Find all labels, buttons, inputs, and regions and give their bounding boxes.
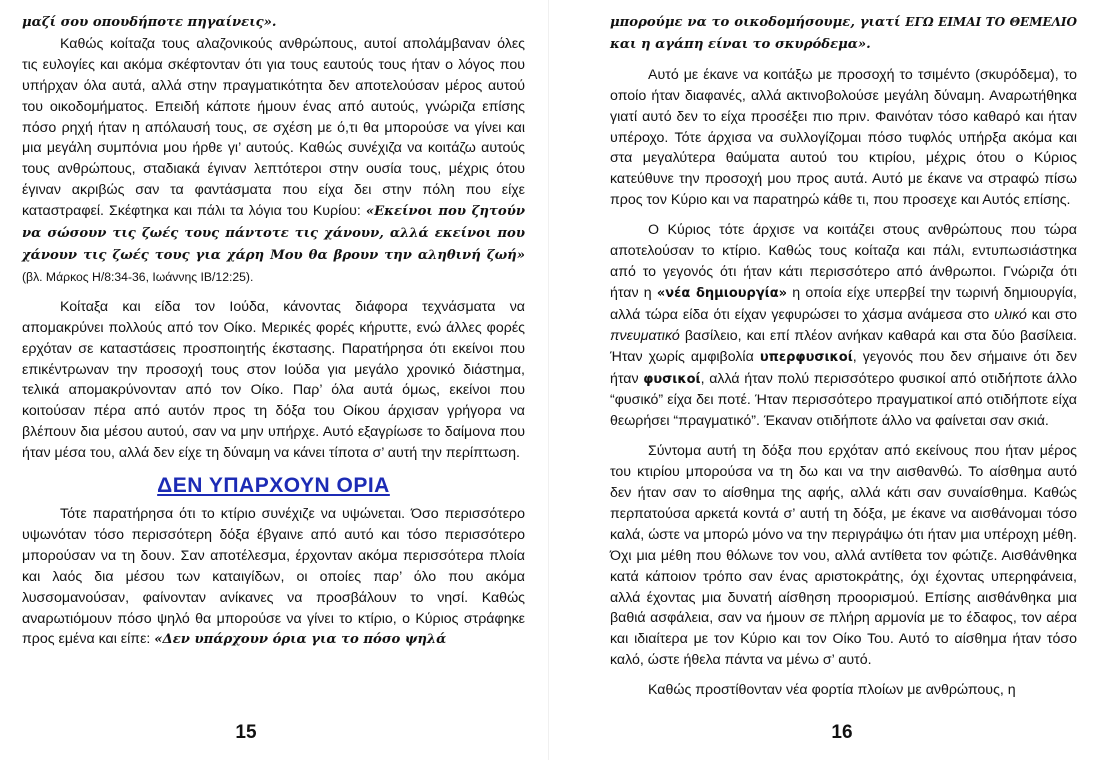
left-paragraph-1-text: Καθώς κοίταζα τους αλαζονικούς ανθρώπους, αυτοί απολάμβαναν όλες τις ευλογίες και ακόμα σκέφτονταν ότι για τους εαυτούς τους ήταν ο λόγος που υπήρχαν όλα αυτά, αλλά στην πραγματικότητα δεν αποτελούσαν μέρος αυτού του οικοδομήματος. Επειδή κάποτε ήμουν ένας από αυτούς, γνώριζα επίσης πόσο ρηχή ήταν η απόλαυσή τους, σε σχέση με ό,τι θα μπορούσε να γίνει και μια μεγάλη συμπόνια μου ήρθε γι’ αυτούς. Καθώς συνέχιζα να κοιτάζω αυτούς τους ανθρώπους, σταδιακά έγιναν λεπτότεροι στην ουσία τους, μέχρις ότου έγιναν ακριβώς σαν τα φαντάσματα που είχα δει στην πόλη που είχε καταστραφεί. Σκέφτηκα και πάλι τα λόγια του Κυρίου: xyxy=(22,35,525,220)
left-paragraph-3-quote: «Δεν υπάρχουν όρια για το πόσο ψηλά xyxy=(154,632,447,648)
page-gutter xyxy=(548,0,549,760)
right-p2-yperfysikoi: υπερφυσικοί xyxy=(759,349,853,365)
left-paragraph-1-quote: «Εκείνοι που ζητούν να σώσουν τις ζωές τους πάντοτε τις χάνουν, αλλά εκείνοι που χάνουν τις ζωές τους για χάρη Μου θα βρουν την αληθινή ζωή» xyxy=(22,204,525,263)
page-number-right: 16 xyxy=(831,722,853,743)
left-paragraph-2: Κοίταξα και είδα τον Ιούδα, κάνοντας διάφορα τεχνάσματα να απομακρύνει πολλούς από τον Οίκο. Μερικές φορές κήρυττε, ενώ άλλες φορές ερχόταν σε καταστάσεις προσποιητής έκστασης. Παρατήρησα ότι εκείνοι που επικέντρωναν την προσοχή τους στον Ιούδα για μεγάλο χρονικό διάστημα, τελικά απομακρύνονταν από τον Οίκο. Παρ’ όλα αυτά όμως, εκείνοι που κοιτούσαν πέρα από αυτόν προς τη δόξα του Οίκου άρχισαν γρήγορα να βλέπουν δια μέσου αυτού, σαν να μην υπήρχε. Αυτό εξαγρίωσε το δαίμονα που ήταν μέσα του, αλλά δεν είχε τη δύναμη να κάνει τίποτα σ’ αυτή την περίπτωση. xyxy=(22,298,525,462)
right-p2-b: η οποία είχε υπερβεί την τωρινή δημιουργία, αλλά τώρα είδα ότι είχαν γεφυρώσει το χάσμα ανάμεσα στο xyxy=(610,284,1078,323)
right-p2-nea: «νέα δημιουργία» xyxy=(656,285,788,301)
right-top-quote-caps: ΕΓΩ ΕΙΜΑΙ ΤΟ ΘΕΜΕΛΙΟ xyxy=(905,15,1077,29)
right-p2-yliko: υλικό xyxy=(994,306,1027,323)
left-top-quote: μαζί σου οπουδήποτε πηγαίνεις». xyxy=(22,15,277,30)
right-p2-d: βασίλειο, και επί πλέον ανήκαν καθαρά και στα δύο βασίλεια. Ήταν χωρίς αμφιβολία xyxy=(610,327,1077,365)
right-paragraph-1: Αυτό με έκανε να κοιτάξω με προσοχή το τσιμέντο (σκυρόδεμα), το οποίο ήταν διαφανές, αλλά ακτινοβολούσε μεγάλη δύναμη. Αναρωτήθηκα γιατί αυτό δεν το είχα προσέξει πιο πριν. Φαινόταν τόσο καθαρό και ήταν υπέροχο. Τότε άρχισα να συλλογίζομαι πόσο τυφλός υπήρξα ακόμα και στα μεγαλύτερα θαύματα αυτού του κτιρίου, μέχρις ότου ο Κύριος κατεύθυνε την προσοχή μου προς αυτά. Αυτό με έκανε να στραφώ πίσω προς τον Κύριο και να παρατηρώ κάθε τι, που προσεχε και Αυτός επίσης. xyxy=(610,66,1077,209)
right-paragraph-3: Σύντομα αυτή τη δόξα που ερχόταν από εκείνους που ήταν μέρος του κτιρίου μπορούσα να τη δω και να την αισθανθώ. Το αίσθημα αυτό δεν ήταν σαν το αίσθημα της αφής, αλλά κάτι σαν συναίσθημα. Καθώς περπατούσα αρκετά κοντά σ’ αυτή τη δόξα, με έκανε να αισθάνομαι τόσο καλά, ώστε να μπορώ μόνο να την περιγράψω ότι ήταν μια υπέροχη μέθη. Όχι μια μέθη που θόλωνε τον νου, αλλά αντίθετα τον φώτιζε. Αισθάνθηκα κατά κάποιον τρόπο σαν ένας αριστοκράτης, όχι έχοντας υπερηφάνεια, αλλά έχοντας μια δυνατή αίσθηση προορισμού. Επίσης αισθάνθηκα μια βαθιά ασφάλεια, σαν να ήμουν σε πλήρη αρμονία με το έδαφος, τον αέρα και ιδιαίτερα με τον Κύριο και τον Οίκο Του. Αυτό το αίσθημα ήταν τόσο καλό, ώστε ήθελα πάντα να μένω σ’ αυτό. xyxy=(610,443,1077,669)
left-paragraph-3 xyxy=(22,504,525,651)
page-number-left: 15 xyxy=(235,722,257,743)
section-heading-text: ΔΕΝ ΥΠΑΡΧΟΥΝ ΟΡΙΑ xyxy=(157,474,390,498)
right-p2-e: , γεγονός που δεν σήμαινε ότι δεν ήταν xyxy=(610,348,1077,387)
right-paragraph-4: Καθώς προστίθονταν νέα φορτία πλοίων με ανθρώπους, η xyxy=(648,682,1016,699)
right-p2-pneum: πνευματικό xyxy=(610,327,680,344)
left-top-line xyxy=(22,12,525,34)
right-paragraph-2 xyxy=(610,220,1077,432)
left-paragraph-3-text: Τότε παρατήρησα ότι το κτίριο συνέχιζε να υψώνεται. Όσο περισσότερο υψωνόταν τόσο περισσότερη δόξα έβγαινε από αυτό και τόσο περισσότερο μπορούσαν να τη δουν. Σαν αποτέλεσμα, έρχονταν ακόμα περισσότερα πλοία και λαός δια μέσου των καταιγίδων, οι οποίες παρ’ όλο που ακόμα λυσσομανούσαν, φαίνονταν ανίκανες να προσβάλουν το νησί. Καθώς αναρωτιόμουν πόσο ψηλό θα μπορούσε να γίνει το κτίριο, ο Κύριος στράφηκε προς εμένα και είπε: xyxy=(22,506,525,648)
right-top-quote-a: μπορούμε να το οικοδομήσουμε, γιατί xyxy=(610,15,906,30)
left-paragraph-1-ref: (βλ. Μάρκος Η/8:34-36, Ιωάννης ΙΒ/12:25). xyxy=(22,269,254,284)
right-p2-fysikoi: φυσικοί xyxy=(643,371,701,387)
left-page xyxy=(0,0,549,760)
right-top-line xyxy=(610,12,1077,56)
right-p2-c: και στο xyxy=(1026,306,1077,323)
left-paragraph-1 xyxy=(22,34,525,288)
section-heading xyxy=(22,474,525,498)
right-p2-f: , αλλά ήταν πολύ περισσότερο φυσικοί από οτιδήποτε άλλο “φυσικό” είχα δει ποτέ. Ήταν περισσότερο πραγματικοί από οτιδήποτε είχα θεωρήσει “πραγματικό”. Έκαναν οτιδήποτε άλλο να φαίνεται σαν σκιά. xyxy=(610,370,1077,430)
right-top-quote-b: και η αγάπη είναι το σκυρόδεμα». xyxy=(610,36,871,52)
right-page xyxy=(550,0,1099,760)
right-p2-a: Ο Κύριος τότε άρχισε να κοιτάζει στους ανθρώπους που τώρα αποτελούσαν το κτίριο. Καθώς τους κοίταζα και πάλι, εντυπωσιάστηκα από το γεγονός ότι ήταν κάτι περισσότερο από άνθρωποι. Γνώριζα ότι ήταν η xyxy=(610,222,1077,301)
